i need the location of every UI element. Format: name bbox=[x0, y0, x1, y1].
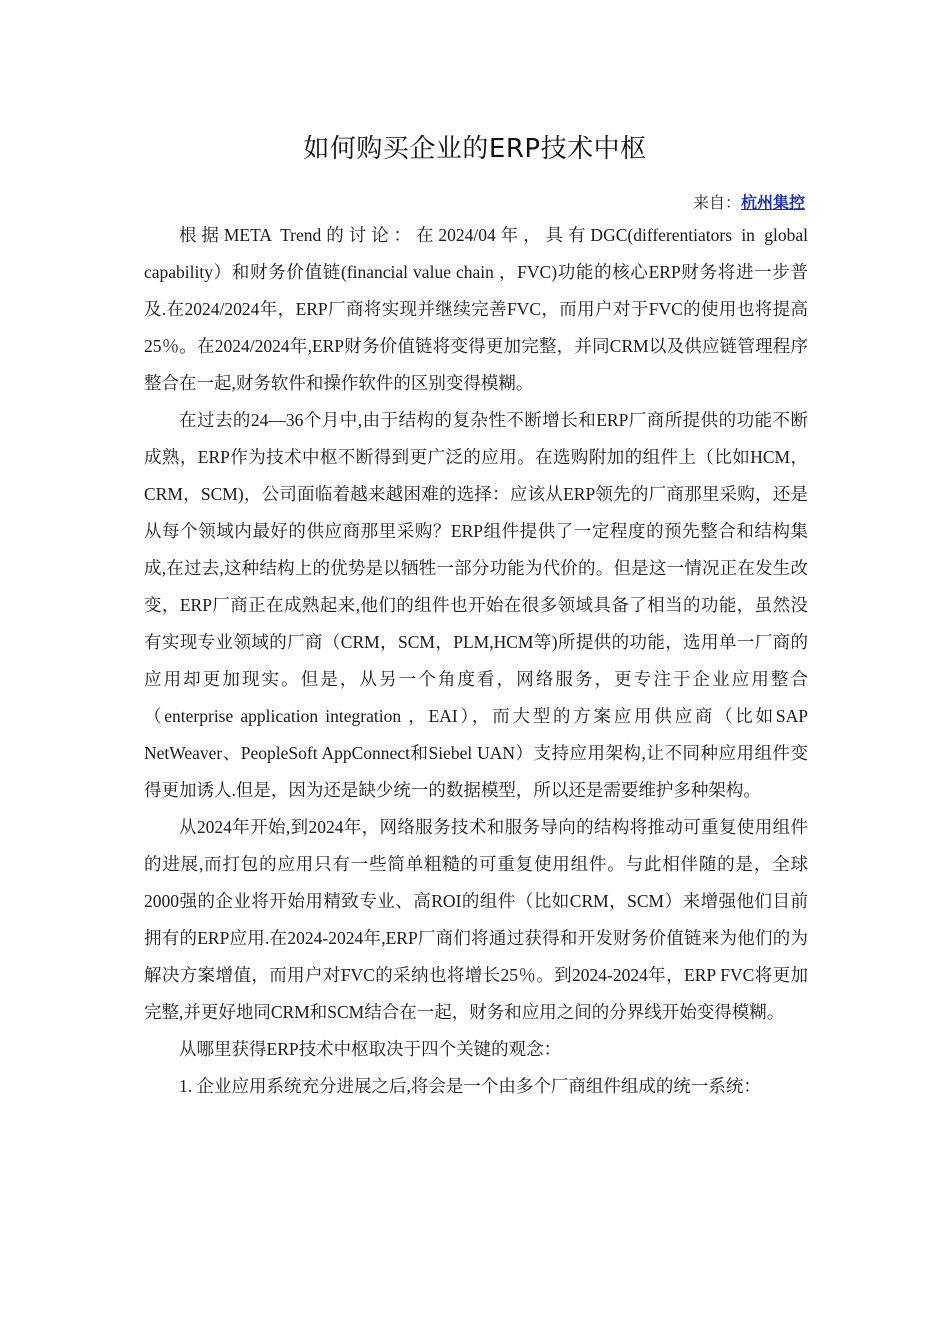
source-prefix: 来自： bbox=[692, 195, 741, 212]
document-body bbox=[144, 217, 808, 1105]
page-title: 如何购买企业的ERP技术中枢 bbox=[303, 134, 647, 164]
paragraph: 在过去的24—36个月中,由于结构的复杂性不断增长和ERP厂商所提供的功能不断成熟，ERP作为技术中枢不断得到更广泛的应用。在选购附加的组件上（比如HCM，CRM，SCM)，公司面临着越来越困难的选择：应该从ERP领先的厂商那里采购，还是从每个领域内最好的供应商那里采购？ERP组件提供了一定程度的预先整合和结构集成,在过去,这种结构上的优势是以牺牲一部分功能为代价的。但是这一情况正在发生改变，ERP厂商正在成熟起来,他们的组件也开始在很多领域具备了相当的功能，虽然没有实现专业领域的厂商（CRM，SCM，PLM,HCM等)所提供的功能，选用单一厂商的应用却更加现实。但是，从另一个角度看，网络服务，更专注于企业应用整合（enterprise application integration ，EAI），而大型的方案应用供应商（比如SAP NetWeaver、PeopleSoft AppConnect和Siebel UAN）支持应用架构,让不同种应用组件变得更加诱人.但是，因为还是缺少统一的数据模型，所以还是需要维护多种架构。 bbox=[144, 410, 808, 800]
source-line bbox=[693, 190, 805, 213]
paragraph: 从2024年开始,到2024年，网络服务技术和服务导向的结构将推动可重复使用组件的进展,而打包的应用只有一些简单粗糙的可重复使用组件。与此相伴随的是，全球2000强的企业将开始用精致专业、高ROI的组件（比如CRM，SCM）来增强他们目前拥有的ERP应用.在2024-2024年,ERP厂商们将通过获得和开发财务价值链来为他们的为解决方案增值，而用户对FVC的采纳也将增长25％。到2024-2024年，ERP FVC将更加完整,并更好地同CRM和SCM结合在一起，财务和应用之间的分界线开始变得模糊。 bbox=[144, 817, 808, 1022]
list-item: 1. 企业应用系统充分进展之后,将会是一个由多个厂商组件组成的统一系统： bbox=[179, 1076, 761, 1096]
source-link[interactable]: 杭州集控 bbox=[740, 195, 805, 212]
paragraph: 从哪里获得ERP技术中枢取决于四个关键的观念： bbox=[179, 1039, 562, 1059]
paragraph: 根据META Trend的讨论：在2024/04年，具有DGC(differentiators in global capability）和财务价值链(financial value chain ，FVC)功能的核心ERP财务将进一步普及.在2024/2024年，ERP厂商将实现并继续完善FVC，而用户对于FVC的使用也将提高25％。在2024/2024年,ERP财务价值链将变得更加完整，并同CRM以及供应链管理程序整合在一起,财务软件和操作软件的区别变得模糊。 bbox=[144, 225, 808, 393]
